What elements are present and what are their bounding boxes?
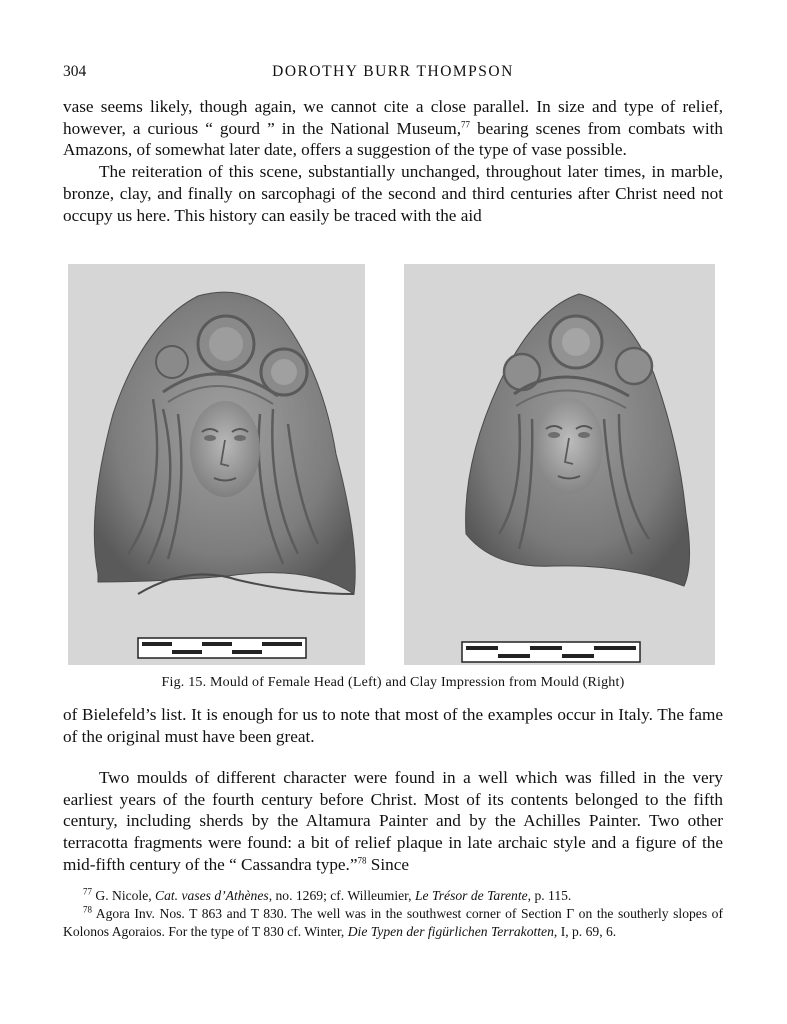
paragraph-1-text-a: vase seems likely, though again, we cannot cite a close parallel. In size and type of relief, however, a curious “ gourd ” in the National Museum, bbox=[63, 97, 723, 138]
running-title: DOROTHY BURR THOMPSON bbox=[272, 63, 514, 80]
paragraph-1 bbox=[63, 96, 723, 161]
paragraph-4-text-a: Two moulds of different character were found in a well which was filled in the very earliest years of the fourth century before Christ. Most of its contents belonged to the fifth century, including sherds by the Altamura Painter and by the Achilles Painter. Two other terracotta fragments were found: a bit of relief plaque in late archaic style and a figure of the mid-fifth century of the “ Cassandra type.” bbox=[63, 768, 723, 874]
footnote-77-italic-2: Le Trésor de Tarente bbox=[414, 888, 528, 903]
paragraph-1-text-b: bearing scenes from combats with Amazons, of somewhat later date, offers a suggestion of the type of vase possible. bbox=[63, 118, 723, 160]
page-number: 304 bbox=[63, 63, 87, 80]
figure-left-mould bbox=[68, 264, 365, 665]
footnote-78-number: 78 bbox=[83, 904, 92, 915]
footnote-77-text-a: G. Nicole, bbox=[92, 888, 156, 903]
paragraph-3 bbox=[63, 704, 723, 747]
footnote-77 bbox=[63, 887, 723, 905]
footnote-77-text-b: , no. 1269; cf. Willeumier, bbox=[268, 888, 415, 903]
paragraph-2: The reiteration of this scene, substantially unchanged, throughout later times, in marble, bronze, clay, and finally on sarcophagi of the second and third centuries after Christ need not occupy us here. This history can easily be traced with the aid bbox=[63, 162, 723, 225]
footnote-ref-78: 78 bbox=[357, 855, 367, 866]
footnote-78 bbox=[63, 905, 723, 941]
footnote-ref-77: 77 bbox=[461, 118, 470, 129]
body-text-top bbox=[63, 96, 723, 226]
impression-photo bbox=[404, 264, 715, 665]
figure-caption: Fig. 15. Mould of Female Head (Left) and Clay Impression from Mould (Right) bbox=[161, 675, 625, 690]
mould-photo bbox=[68, 264, 365, 665]
paragraph-4-text-b: Since bbox=[366, 854, 409, 874]
figure-right-impression bbox=[404, 264, 715, 665]
page-header bbox=[63, 63, 723, 85]
figure-15 bbox=[68, 264, 715, 665]
footnote-78-text-b: , I, p. 69, 6. bbox=[553, 923, 617, 939]
paragraph-3-text: of Bielefeld’s list. It is enough for us to note that most of the examples occur in Italy. The fame of the original must have been great. bbox=[63, 705, 723, 746]
footnote-78-italic-1: Die Typen der figürlichen Terrakotten bbox=[347, 923, 554, 939]
paragraph-4 bbox=[63, 767, 723, 876]
paragraph-4-body bbox=[63, 767, 723, 876]
footnote-77-text-c: , p. 115. bbox=[527, 888, 572, 903]
footnote-77-italic-1: Cat. vases d’Athènes bbox=[155, 888, 269, 903]
footnotes bbox=[63, 887, 723, 940]
footnote-78-text-a: Agora Inv. Nos. T 863 and T 830. The well was in the southwest corner of Section Γ on the southerly slopes of Kolonos Agoraios. For the type of T 830 cf. Winter, bbox=[63, 905, 723, 939]
footnote-77-number: 77 bbox=[83, 886, 92, 897]
